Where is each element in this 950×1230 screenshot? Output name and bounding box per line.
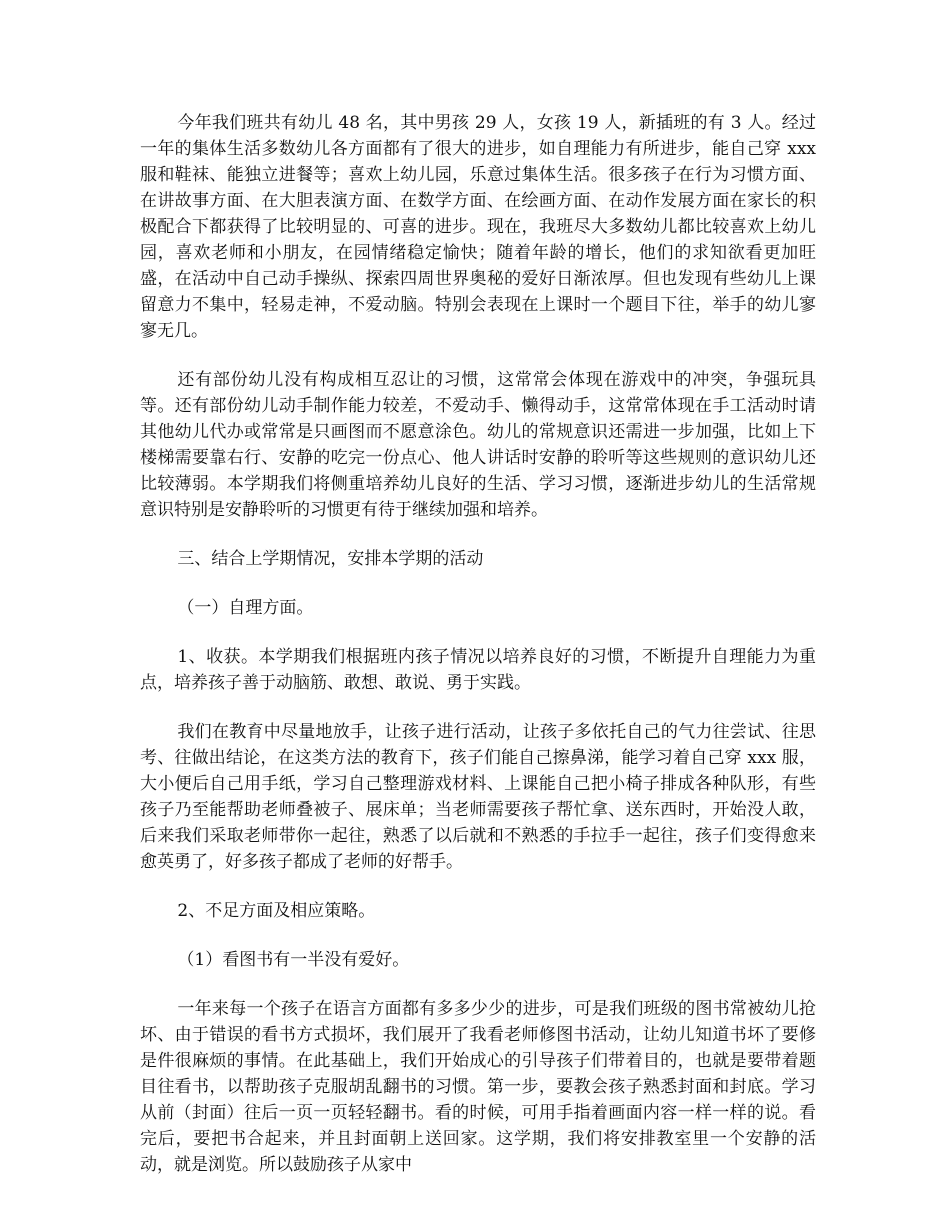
subsection-heading-shortcomings: 2、不足方面及相应策略。 (177, 901, 376, 921)
subsection-heading-self-care: （一）自理方面。 (177, 598, 314, 618)
section-heading-activities: 三、结合上学期情况，安排本学期的活动 (177, 549, 484, 569)
paragraph-reading-strategy: 一年来每一个孩子在语言方面都有多多少少的进步，可是我们班级的图书常被幼儿抢坏、由于错误的看书方式损坏，我们展开了我看老师修图书活动，让幼儿知道书坏了要修是件很麻烦的事情。在此基础上，我们开始成心的引导孩子们带着目的，也就是要带着题目往看书，以帮助孩子克服胡乱翻书的习惯。第一步，要教会孩子熟悉封面和封底。学习从前（封面）往后一页一页轻轻翻书。看的时候，可用手指着画面内容一样一样的说。看完后，要把书合起来，并且封面朝上送回家。这学期，我们将安排教室里一个安静的活动，就是浏览。所以鼓励孩子从家中 (140, 999, 816, 1175)
item-heading-reading: （1）看图书有一半没有爱好。 (177, 950, 410, 970)
paragraph-harvest: 1、收获。本学期我们根据班内孩子情况以培养良好的习惯，不断提升自理能力为重点，培养孩子善于动脑筋、敢想、敢说、勇于实践。 (140, 647, 816, 693)
paragraph-education-approach: 我们在教育中尽量地放手，让孩子进行活动，让孩子多依托自己的气力往尝试、往思考、往做出结论，在这类方法的教育下，孩子们能自己擦鼻涕，能学习着自己穿 xxx 服，大小便后自己用手纸，学习自己整理游戏材料、上课能自己把小椅子排成各种队形，有些孩子乃至能帮助老师叠被子、展床单；当老师需要孩子帮忙拿、送东西时，开始没人敢，后来我们采取老师带你一起往，熟悉了以后就和不熟悉的手拉手一起往，孩子们变得愈来愈英勇了，好多孩子都成了老师的好帮手。 (140, 722, 816, 872)
paragraph-class-overview: 今年我们班共有幼儿 48 名，其中男孩 29 人，女孩 19 人，新插班的有 3 人。经过一年的集体生活多数幼儿各方面都有了很大的进步，如自理能力有所进步，能自己穿 xxx 服和鞋袜、能独立进餐等；喜欢上幼儿园，乐意过集体生活。很多孩子在行为习惯方面、在讲故事方面、在大胆表演方面、在数学方面、在绘画方面、在动作发展方面在家长的积极配合下都获得了比较明显的、可喜的进步。现在，我班尽大多数幼儿都比较喜欢上幼儿园，喜欢老师和小朋友，在园情绪稳定愉快；随着年龄的增长，他们的求知欲看更加旺盛，在活动中自己动手操纵、探索四周世界奥秘的爱好日渐浓厚。但也发现有些幼儿上课留意力不集中，轻易走神，不爱动脑。特别会表现在上课时一个题目下往，举手的幼儿寥寥无几。 (140, 113, 816, 341)
paragraph-habits: 还有部份幼儿没有构成相互忍让的习惯，这常常会体现在游戏中的冲突，争强玩具等。还有部份幼儿动手制作能力较差，不爱动手、懒得动手，这常常体现在手工活动时请其他幼儿代办或常常是只画图而不愿意涂色。幼儿的常规意识还需进一步加强，比如上下楼梯需要靠右行、安静的吃完一份点心、他人讲话时安静的聆听等这些规则的意识幼儿还比较薄弱。本学期我们将侧重培养幼儿良好的生活、学习习惯，逐渐进步幼儿的生活常规意识特别是安静聆听的习惯更有待于继续加强和培养。 (140, 370, 816, 520)
document-body (140, 110, 816, 1201)
